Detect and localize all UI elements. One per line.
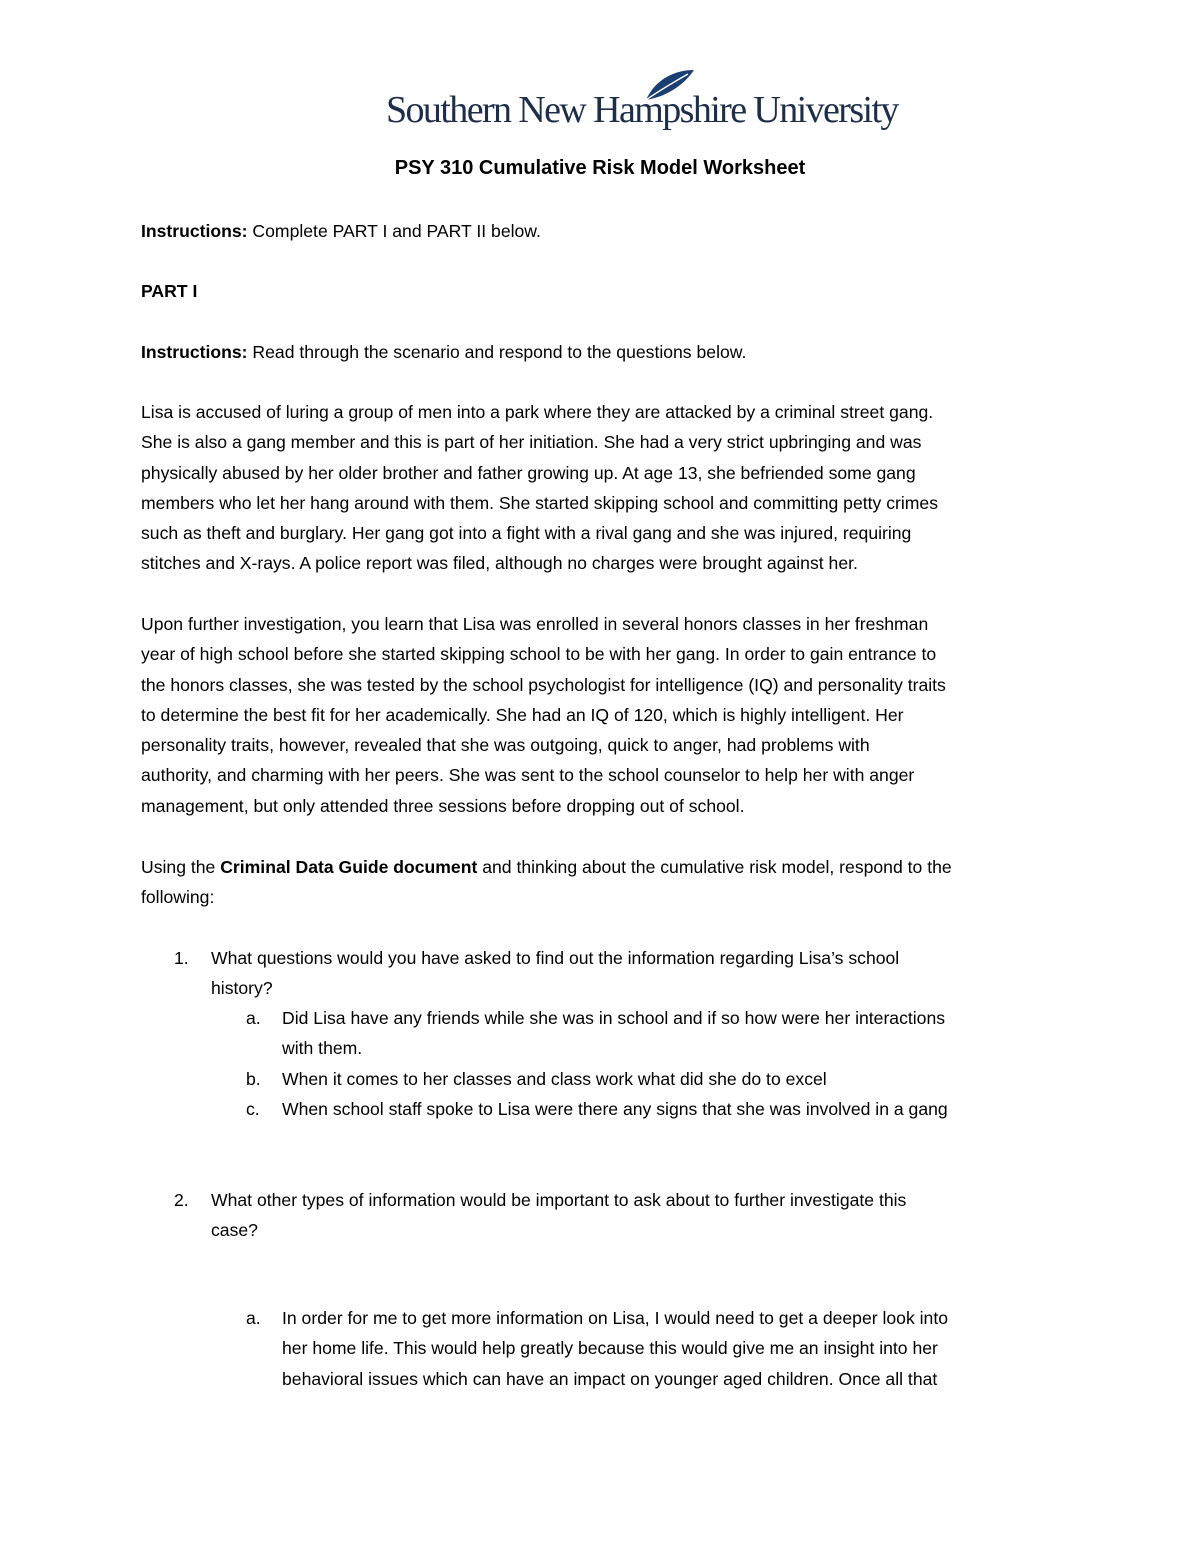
answer-text xyxy=(282,1303,1062,1394)
instructions-text: Complete PART I and PART II below. xyxy=(247,221,541,241)
part1-heading: PART I xyxy=(141,281,198,301)
answer-line: with them. xyxy=(282,1038,363,1059)
paragraph-line: members who let her hang around with them. She started skipping school and committing petty crimes xyxy=(141,492,938,513)
criminal-data-guide-reference: Criminal Data Guide document xyxy=(220,857,478,877)
paragraph-line: She is also a gang member and this is part of her initiation. She had a very strict upbringing and was xyxy=(141,432,922,453)
logo-text: Southern New Hampshire University xyxy=(386,89,898,131)
using-guide-paragraph xyxy=(141,852,1061,913)
paragraph-line: stitches and X-rays. A police report was filed, although no charges were brought against her. xyxy=(141,553,858,574)
answer-text xyxy=(282,1094,1062,1124)
answer-letter: c. xyxy=(246,1099,260,1119)
paragraph-line: the honors classes, she was tested by the school psychologist for intelligence (IQ) and personality traits xyxy=(141,674,946,695)
paragraph-line: year of high school before she started skipping school to be with her gang. In order to gain entrance to xyxy=(141,644,937,665)
answer-line: When school staff spoke to Lisa were there any signs that she was involved in a gang xyxy=(282,1099,948,1119)
university-logo xyxy=(386,68,898,138)
answer-text xyxy=(282,1064,1062,1094)
using-pre: Using the xyxy=(141,857,221,877)
instructions-label: Instructions: xyxy=(141,221,248,241)
paragraph-line: management, but only attended three sessions before dropping out of school. xyxy=(141,795,745,816)
answer-text xyxy=(282,1003,1062,1064)
instructions-text: Read through the scenario and respond to the questions below. xyxy=(247,342,747,362)
page-title: PSY 310 Cumulative Risk Model Worksheet xyxy=(394,157,806,179)
paragraph-line xyxy=(141,852,1061,882)
question-number: 2. xyxy=(174,1190,189,1210)
paragraph-line: physically abused by her older brother and father growing up. At age 13, she befriended some gang xyxy=(141,462,916,483)
scenario-paragraph-1 xyxy=(141,397,1061,579)
scenario-paragraph-2 xyxy=(141,609,1061,821)
question-text xyxy=(211,943,1061,1004)
paragraph-line: following: xyxy=(141,887,215,908)
answer-line: behavioral issues which can have an impact on younger aged children. Once all that xyxy=(282,1368,938,1389)
question-line: history? xyxy=(211,978,273,999)
question-line: What other types of information would be important to ask about to further investigate this xyxy=(211,1190,907,1210)
instructions-label: Instructions: xyxy=(141,342,248,362)
paragraph-line: such as theft and burglary. Her gang got into a fight with a rival gang and she was injured, requiring xyxy=(141,523,912,544)
answer-line: In order for me to get more information on Lisa, I would need to get a deeper look into xyxy=(282,1308,949,1328)
instructions-part1 xyxy=(141,337,1061,367)
question-text xyxy=(211,1185,1061,1246)
paragraph-line: personality traits, however, revealed that she was outgoing, quick to anger, had problems with xyxy=(141,735,870,756)
using-post: and thinking about the cumulative risk model, respond to the xyxy=(477,857,952,877)
answer-line: When it comes to her classes and class work what did she do to excel xyxy=(282,1069,827,1089)
paragraph-line: Lisa is accused of luring a group of men into a park where they are attacked by a criminal street gang. xyxy=(141,402,934,422)
paragraph-line: to determine the best fit for her academically. She had an IQ of 120, which is highly intelligent. Her xyxy=(141,704,904,725)
answer-letter: a. xyxy=(246,1008,261,1028)
paragraph-line: authority, and charming with her peers. She was sent to the school counselor to help her with anger xyxy=(141,765,915,786)
question-number: 1. xyxy=(174,948,189,968)
answer-letter: a. xyxy=(246,1308,261,1328)
question-line: What questions would you have asked to find out the information regarding Lisa’s school xyxy=(211,948,900,968)
answer-line: her home life. This would help greatly because this would give me an insight into her xyxy=(282,1338,938,1359)
instructions-part-all xyxy=(141,216,1061,246)
question-line: case? xyxy=(211,1220,258,1241)
paragraph-line: Upon further investigation, you learn that Lisa was enrolled in several honors classes in her freshman xyxy=(141,614,929,634)
answer-letter: b. xyxy=(246,1069,261,1089)
answer-line: Did Lisa have any friends while she was in school and if so how were her interactions xyxy=(282,1008,946,1028)
